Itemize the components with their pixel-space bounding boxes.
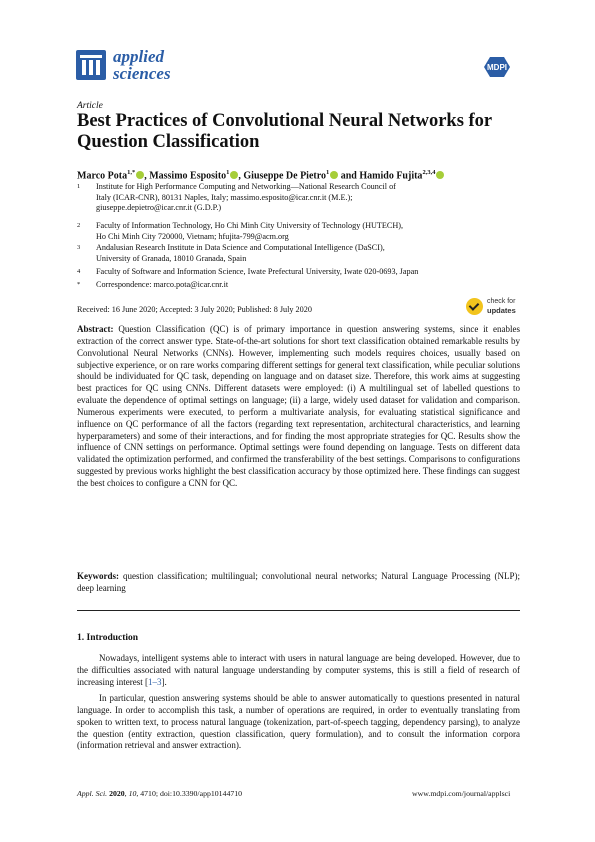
- affiliation-mark: 2: [77, 222, 81, 229]
- affiliation-line: Andalusian Research Institute in Data Science and Computational Intelligence (DaSCI),: [96, 243, 385, 252]
- footer-year: 2020: [109, 789, 125, 798]
- author-affil-mark: 1,*: [127, 169, 136, 176]
- author-separator: ,: [144, 170, 150, 182]
- article-title: Best Practices of Convolutional Neural Networks for Question Classification: [77, 111, 492, 152]
- intro-paragraph-2: In particular, question answering systems should be able to answer automatically to questions presented in natural language. In order to accomplish this task, a number of operations are required, in order to eventually translating from spoken to written text, to process natural language (tokenization, part-of-speech tagging, dependency parsing), to analyze the question (entity extraction, question classification, query formulation), and to consult the information corpora (information retrieval and answer extraction).: [77, 693, 520, 751]
- abstract-text: Question Classification (QC) is of primary importance in question answering systems, since it enables extraction of the correct answer type. State-of-the-art solutions for short text classification obtained remarkable results by Convolutional Neural Networks (CNNs). However, implementing such models requires choices, usually based on subjective experience, or on rare works comparing different settings for general text classification, while peculiar solutions should be individuated for QC task, depending on language and on dataset size. Therefore, this work aims at suggesting best practices for QC using CNNs. Different datasets were employed: (i) A multilingual set of labelled questions to evaluate the dependence of optimal settings on language; (ii) a large, widely used dataset for validation and comparison. Numerous experiments were executed, to perform a multivariate analysis, for evaluating statistical significance and influence on QC performance of all the factors (regarding text representation, architectural characteristics, and learning hyperparameters) and some of their interactions, and for finding the most appropriate strategies for QC. Results show the influence of CNN settings on performance. Optimal settings were found depending on language. Tests on different data validated the optimization performed, and confirmed the transferability of the best settings. Comparisons to configurations suggested by previous works highlight the best classification accuracy by those optimized here. These findings can suggest the best choices to configure a CNN for QC.: [77, 324, 520, 488]
- author-affil-mark: 1: [226, 169, 230, 176]
- section-heading: 1. Introduction: [77, 633, 139, 643]
- author-list: [77, 167, 537, 182]
- updates-label: updates: [487, 306, 516, 315]
- paragraph-text: Nowadays, intelligent systems able to interact with users in natural language are being developed. However, due to the difficulties associated with natural language understanding by computer systems, this is still a field of research of increasing interest [: [77, 653, 520, 687]
- article-type: Article: [77, 101, 103, 111]
- author-name[interactable]: Hamido Fujita: [359, 170, 423, 182]
- check-icon: [466, 298, 483, 315]
- journal-name-line2: sciences: [113, 64, 171, 83]
- keywords-label: Keywords:: [77, 571, 119, 581]
- intro-paragraph-1: [77, 653, 520, 689]
- author-name[interactable]: Massimo Esposito: [149, 170, 227, 182]
- affiliation-line: Ho Chi Minh City 720000, Vietnam; hfujita-799@acm.org: [96, 231, 289, 241]
- affiliation-line: Faculty of Software and Information Science, Iwate Prefectural University, Iwate 020-0693, Japan: [96, 267, 419, 276]
- orcid-icon[interactable]: [436, 171, 444, 179]
- abstract: [77, 324, 520, 490]
- mdpi-logo-text: MDPI: [487, 63, 507, 72]
- correspondence-mark: *: [77, 281, 81, 288]
- author-affil-mark: 2,3,4: [422, 169, 436, 176]
- affiliation-line: Institute for High Performance Computing and Networking—National Research Council of: [96, 182, 396, 191]
- affiliation-line: University of Granada, 18010 Granada, Spain: [96, 253, 247, 263]
- publication-dates: Received: 16 June 2020; Accepted: 3 July 2020; Published: 8 July 2020: [77, 305, 312, 314]
- footer-volume: 10: [128, 789, 137, 798]
- journal-name[interactable]: [113, 48, 171, 82]
- affiliation-mark: 3: [77, 244, 81, 251]
- footer-citation: Appl. Sci. 2020, 10, 4710; doi:10.3390/app10144710: [77, 789, 243, 798]
- check-for-label: check for: [487, 298, 516, 305]
- author-name[interactable]: Giuseppe De Pietro: [243, 170, 326, 182]
- check-for-updates-badge[interactable]: [466, 296, 522, 318]
- abstract-label: Abstract:: [77, 324, 114, 334]
- section-divider: [77, 610, 520, 611]
- author-separator: and: [338, 170, 360, 182]
- keywords: [77, 571, 520, 595]
- affiliation-mark: 1: [77, 183, 81, 190]
- footer-url[interactable]: www.mdpi.com/journal/applsci: [412, 789, 511, 798]
- affiliation-line: Faculty of Information Technology, Ho Chi Minh City University of Technology (HUTECH),: [96, 221, 404, 230]
- citation-link[interactable]: 1–3: [147, 676, 162, 687]
- mdpi-logo[interactable]: [478, 56, 516, 78]
- affiliation-line: giuseppe.depietro@icar.cnr.it (G.D.P.): [96, 203, 222, 212]
- footer-journal: Appl. Sci.: [77, 789, 108, 798]
- affiliation-3: [96, 243, 526, 264]
- author-separator: ,: [238, 170, 244, 182]
- affiliation-1: [96, 182, 526, 214]
- affiliation-line: Italy (ICAR-CNR), 80131 Naples, Italy; massimo.esposito@icar.cnr.it (M.E.);: [96, 192, 353, 202]
- author-name[interactable]: Marco Pota: [77, 170, 128, 182]
- paragraph-text: ].: [161, 676, 167, 687]
- affiliation-2: [96, 221, 526, 242]
- correspondence-line: Correspondence: marco.pota@icar.cnr.it: [96, 280, 229, 289]
- author-affil-mark: 1: [326, 169, 330, 176]
- affiliation-mark: 4: [77, 268, 81, 275]
- correspondence: [96, 280, 526, 291]
- journal-logo: [76, 50, 106, 80]
- affiliation-4: [96, 267, 526, 278]
- footer-doi: , 4710; doi:10.3390/app10144710: [136, 789, 243, 798]
- keywords-text: question classification; multilingual; convolutional neural networks; Natural Language Processing (NLP); deep learning: [77, 571, 521, 593]
- journal-name-line1: applied: [113, 47, 164, 66]
- orcid-icon[interactable]: [136, 171, 144, 179]
